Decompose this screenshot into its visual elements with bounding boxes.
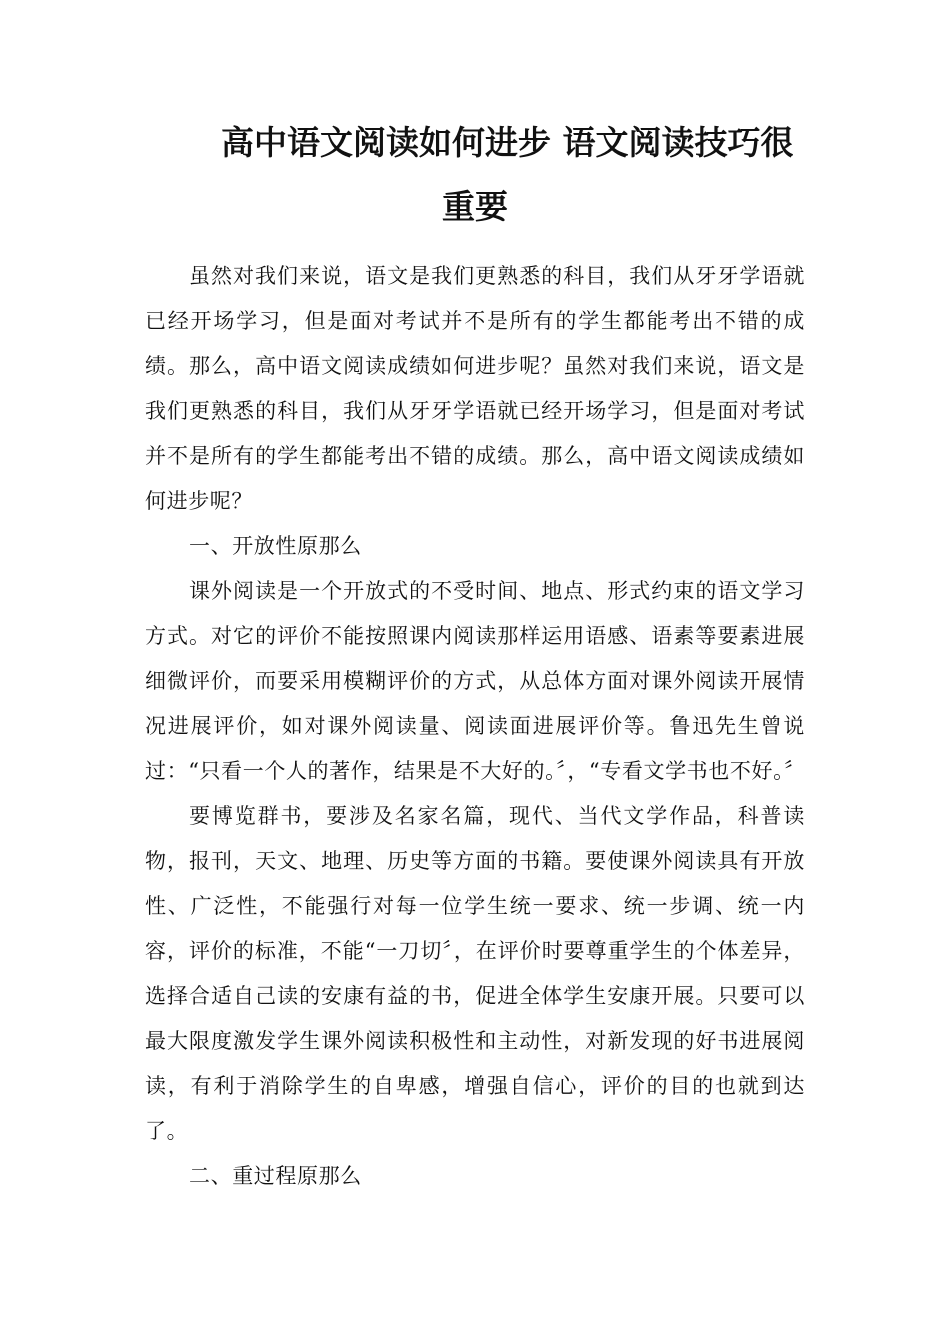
document-page xyxy=(145,112,805,1199)
document-title-continuation: 重要 xyxy=(442,187,508,226)
document-title: 高中语文阅读如何进步 语文阅读技巧很 xyxy=(221,123,794,162)
intro-paragraph: 虽然对我们来说，语文是我们更熟悉的科目，我们从牙牙学语就已经开场学习，但是面对考试并不是所有的学生都能考出不错的成绩。那么，高中语文阅读成绩如何进步呢？虽然对我们来说，语文是我们更熟悉的科目，我们从牙牙学语就已经开场学习，但是面对考试并不是所有的学生都能考出不错的成绩。那么，高中语文阅读成绩如何进步呢？ xyxy=(145,264,805,513)
body-paragraph: 课外阅读是一个开放式的不受时间、地点、形式约束的语文学习方式。对它的评价不能按照课内阅读那样运用语感、语素等要素进展细微评价，而要采用模糊评价的方式，从总体方面对课外阅读开展情况进展评价，如对课外阅读量、阅读面进展评价等。鲁迅先生曾说过：“只看一个人的著作，结果是不大好的。〞，“专看文学书也不好。〞 xyxy=(145,579,806,783)
section-heading-2: 二、重过程原那么 xyxy=(189,1164,362,1188)
section-heading-1: 一、开放性原那么 xyxy=(189,534,362,558)
body-paragraph: 要博览群书，要涉及名家名篇，现代、当代文学作品，科普读物，报刊，天文、地理、历史等方面的书籍。要使课外阅读具有开放性、广泛性，不能强行对每一位学生统一要求、统一步调、统一内容，评价的标准，不能“一刀切〞，在评价时要尊重学生的个体差异，选择合适自己读的安康有益的书，促进全体学生安康开展。只要可以最大限度激发学生课外阅读积极性和主动性，对新发现的好书进展阅读，有利于消除学生的自卑感，增强自信心，评价的目的也就到达了。 xyxy=(145,804,805,1143)
